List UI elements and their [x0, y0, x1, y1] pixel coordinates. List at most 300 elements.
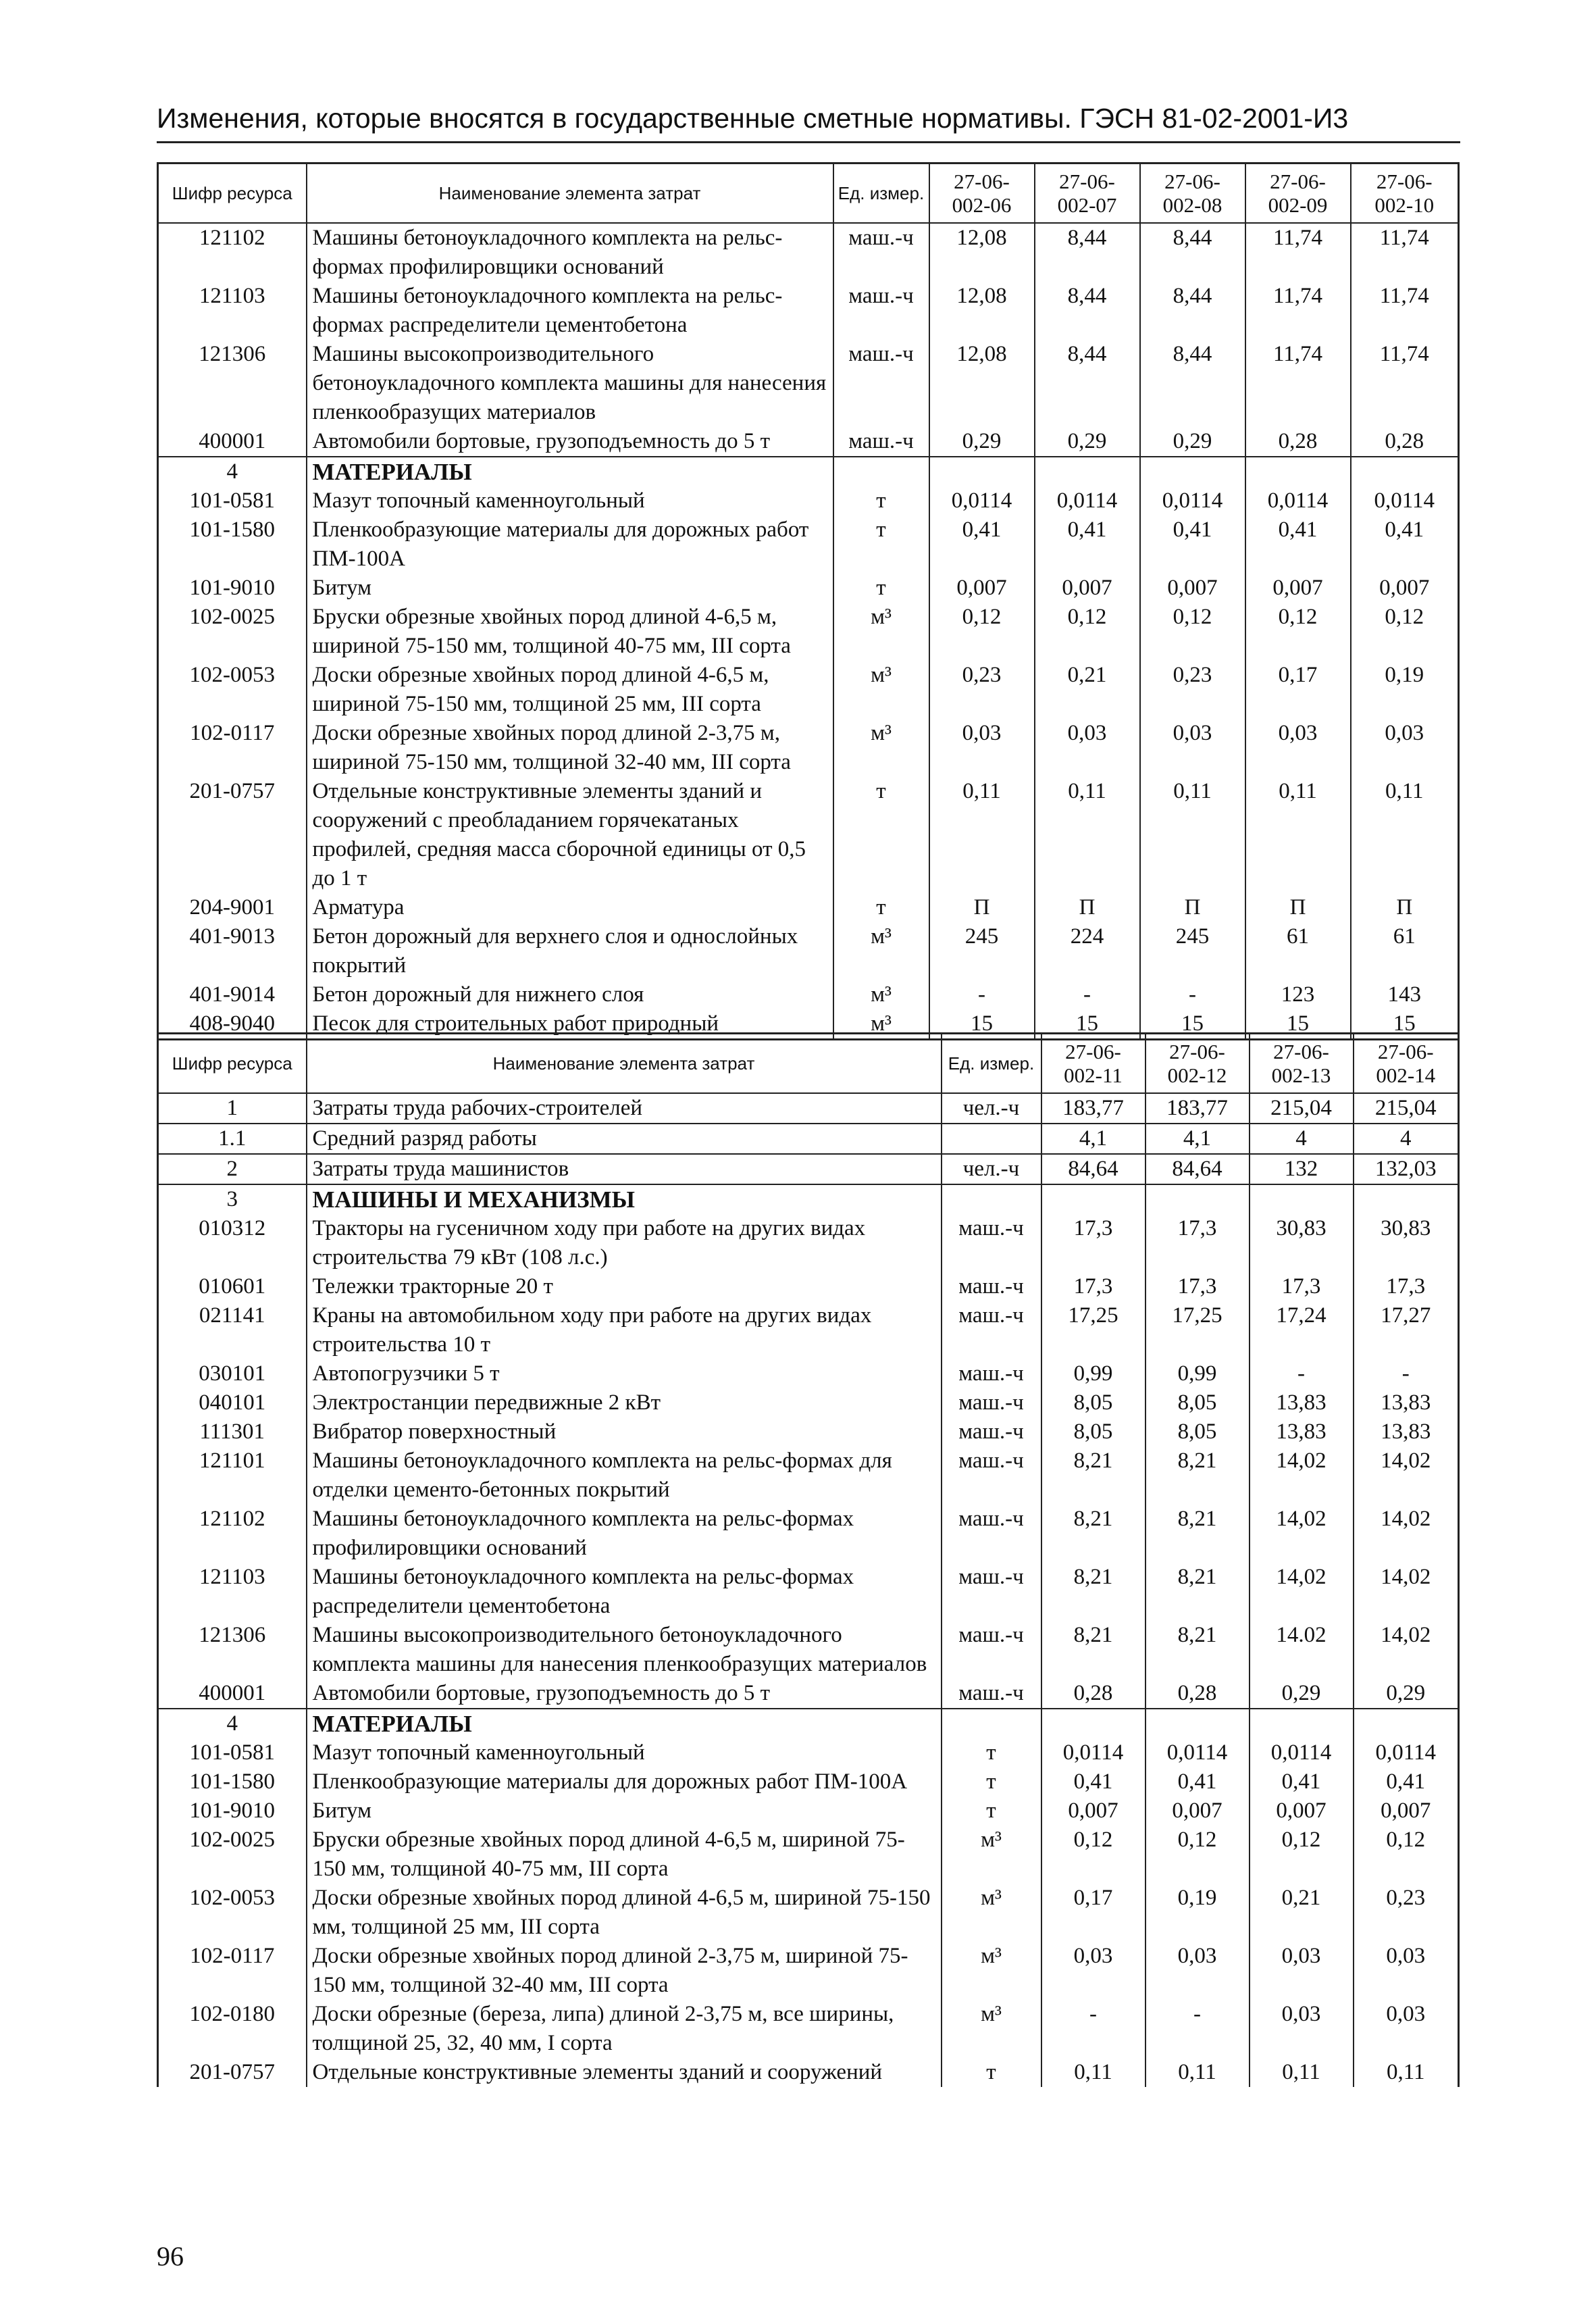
unit-cell: м³ [942, 2000, 1041, 2058]
value-cell: 0,28 [1245, 427, 1351, 457]
unit-cell: м³ [942, 1826, 1041, 1884]
running-header: Изменения, которые вносятся в государственные сметные нормативы. ГЭСН 81-02-2001-И3 [157, 103, 1460, 143]
value-cell [1145, 1184, 1250, 1214]
unit-cell: маш.-ч [942, 1388, 1041, 1417]
value-cell [1354, 1184, 1459, 1214]
value-cell: 0,0114 [1351, 486, 1459, 515]
value-cell: 0,0114 [1250, 1738, 1354, 1767]
cost-element-name: Машины высокопроизводительного бетоноукладочного комплекта машины для нанесения пленкообразущих материалов [307, 340, 833, 427]
value-cell: 8,21 [1145, 1563, 1250, 1621]
value-cell: 0,007 [1245, 574, 1351, 603]
cost-element-name: Автомобили бортовые, грузоподъемность до 5 т [307, 1679, 942, 1709]
value-cell: 0,19 [1351, 661, 1459, 719]
table-row [158, 922, 1459, 980]
cost-element-name: Краны на автомобильном ходу при работе на других видах строительства 10 т [307, 1301, 942, 1359]
unit-cell: маш.-ч [942, 1447, 1041, 1505]
unit-cell [942, 1709, 1041, 1738]
value-cell: 8,05 [1145, 1388, 1250, 1417]
resource-code: 400001 [158, 1679, 307, 1709]
header-col: 27-06- 002-13 [1250, 1034, 1354, 1094]
unit-cell: т [833, 893, 929, 922]
unit-cell: м³ [833, 603, 929, 661]
cost-element-name: Доски обрезные хвойных пород длиной 4-6,5 м, шириной 75-150 мм, толщиной 25 мм, III сорта [307, 1884, 942, 1942]
value-cell: 0,21 [1035, 661, 1140, 719]
value-cell: 61 [1351, 922, 1459, 980]
unit-cell: т [833, 777, 929, 893]
value-cell: 0,03 [1145, 1942, 1250, 2000]
resource-code: 102-0025 [158, 603, 307, 661]
value-cell: 14,02 [1354, 1563, 1459, 1621]
resource-code: 111301 [158, 1417, 307, 1447]
value-cell: 0,03 [1351, 719, 1459, 777]
resource-code: 121103 [158, 1563, 307, 1621]
value-cell: 123 [1245, 980, 1351, 1009]
value-cell: 8,21 [1041, 1447, 1145, 1505]
value-cell: 12,08 [929, 340, 1035, 427]
unit-cell: маш.-ч [942, 1214, 1041, 1272]
unit-cell: чел.-ч [942, 1154, 1041, 1184]
unit-cell: маш.-ч [833, 340, 929, 427]
value-cell: 8,05 [1145, 1417, 1250, 1447]
value-cell: 245 [1140, 922, 1245, 980]
unit-cell: м³ [833, 661, 929, 719]
value-cell: 0,007 [1354, 1796, 1459, 1826]
unit-cell [942, 1124, 1041, 1154]
value-cell: 183,77 [1041, 1093, 1145, 1124]
value-cell: 4 [1354, 1124, 1459, 1154]
value-cell: 0,23 [1354, 1884, 1459, 1942]
value-cell: 0,41 [1250, 1767, 1354, 1796]
header-code: Шифр ресурса [158, 164, 307, 224]
value-cell [1351, 457, 1459, 486]
table-row [158, 427, 1459, 457]
value-cell: 17,3 [1041, 1272, 1145, 1301]
value-cell [929, 457, 1035, 486]
value-cell: 0,007 [1035, 574, 1140, 603]
value-cell: 8,44 [1140, 223, 1245, 282]
cost-element-name: Пленкообразующие материалы для дорожных работ ПМ-100А [307, 1767, 942, 1796]
value-cell: 8,21 [1145, 1505, 1250, 1563]
value-cell: 183,77 [1145, 1093, 1250, 1124]
value-cell: 13,83 [1250, 1417, 1354, 1447]
value-cell: - [1145, 2000, 1250, 2058]
cost-element-name: МАШИНЫ И МЕХАНИЗМЫ [307, 1184, 942, 1214]
value-cell: 0,007 [1140, 574, 1245, 603]
value-cell: 0,41 [1035, 515, 1140, 574]
value-cell: 30,83 [1250, 1214, 1354, 1272]
cost-element-name: Мазут топочный каменноугольный [307, 486, 833, 515]
cost-element-name: Тракторы на гусеничном ходу при работе на других видах строительства 79 кВт (108 л.с.) [307, 1214, 942, 1272]
value-cell: 0,03 [1035, 719, 1140, 777]
unit-cell [942, 1184, 1041, 1214]
unit-cell: маш.-ч [833, 282, 929, 340]
value-cell: 11,74 [1351, 340, 1459, 427]
resource-code: 121102 [158, 1505, 307, 1563]
resource-code: 400001 [158, 427, 307, 457]
resource-code: 121306 [158, 340, 307, 427]
resource-code: 121103 [158, 282, 307, 340]
section-row [158, 1709, 1459, 1738]
header-code: Шифр ресурса [158, 1034, 307, 1094]
value-cell: 0,23 [1140, 661, 1245, 719]
table-row [158, 1093, 1459, 1124]
value-cell [1145, 1709, 1250, 1738]
table-row [158, 340, 1459, 427]
table-row [158, 1826, 1459, 1884]
resource-code: 408-9040 [158, 1009, 307, 1040]
value-cell: 0,99 [1041, 1359, 1145, 1388]
value-cell: 0,17 [1041, 1884, 1145, 1942]
table-row [158, 1679, 1459, 1709]
value-cell: 11,74 [1351, 223, 1459, 282]
value-cell: - [1354, 1359, 1459, 1388]
resource-code: 401-9013 [158, 922, 307, 980]
value-cell: 0,12 [1245, 603, 1351, 661]
value-cell [1041, 1184, 1145, 1214]
value-cell: 0,03 [1140, 719, 1245, 777]
unit-cell: т [833, 486, 929, 515]
value-cell: 0,11 [1351, 777, 1459, 893]
table-row [158, 1447, 1459, 1505]
value-cell: 17,3 [1041, 1214, 1145, 1272]
cost-element-name: Арматура [307, 893, 833, 922]
resource-code: 121306 [158, 1621, 307, 1679]
cost-element-name: Электростанции передвижные 2 кВт [307, 1388, 942, 1417]
header-col: 27-06- 002-11 [1041, 1034, 1145, 1094]
header-col: 27-06- 002-09 [1245, 164, 1351, 224]
value-cell: 0,28 [1145, 1679, 1250, 1709]
table-header-row [158, 164, 1459, 224]
page-number: 96 [157, 2241, 184, 2271]
value-cell: 0,21 [1250, 1884, 1354, 1942]
value-cell: 245 [929, 922, 1035, 980]
value-cell: - [1035, 980, 1140, 1009]
value-cell: 0,23 [929, 661, 1035, 719]
value-cell: 11,74 [1245, 282, 1351, 340]
value-cell: 4,1 [1041, 1124, 1145, 1154]
value-cell: 8,21 [1041, 1563, 1145, 1621]
cost-element-name: Бетон дорожный для нижнего слоя [307, 980, 833, 1009]
table-row [158, 486, 1459, 515]
table-row [158, 1214, 1459, 1272]
header-col: 27-06- 002-12 [1145, 1034, 1250, 1094]
table-row [158, 1621, 1459, 1679]
value-cell: П [1035, 893, 1140, 922]
unit-cell: т [942, 1767, 1041, 1796]
unit-cell: т [833, 515, 929, 574]
value-cell: 8,05 [1041, 1388, 1145, 1417]
value-cell: 0,11 [1354, 2058, 1459, 2087]
unit-cell: м³ [833, 719, 929, 777]
value-cell: 14,02 [1250, 1563, 1354, 1621]
value-cell: 17,3 [1250, 1272, 1354, 1301]
unit-cell: чел.-ч [942, 1093, 1041, 1124]
cost-element-name: Доски обрезные хвойных пород длиной 2-3,75 м, шириной 75-150 мм, толщиной 32-40 мм, III сорта [307, 1942, 942, 2000]
cost-element-name: Машины бетоноукладочного комплекта на рельс-формах распределители цементобетона [307, 1563, 942, 1621]
value-cell: - [929, 980, 1035, 1009]
value-cell: - [1140, 980, 1245, 1009]
cost-element-name: Мазут топочный каменноугольный [307, 1738, 942, 1767]
cost-element-name: Бруски обрезные хвойных пород длиной 4-6,5 м, шириной 75-150 мм, толщиной 40-75 мм, III сорта [307, 603, 833, 661]
cost-element-name: МАТЕРИАЛЫ [307, 1709, 942, 1738]
norms-table-1 [157, 162, 1460, 1040]
table-row [158, 1796, 1459, 1826]
cost-element-name: Доски обрезные хвойных пород длиной 4-6,5 м, шириной 75-150 мм, толщиной 25 мм, III сорта [307, 661, 833, 719]
value-cell: 0,41 [1145, 1767, 1250, 1796]
table-row [158, 893, 1459, 922]
value-cell: 0,29 [929, 427, 1035, 457]
value-cell: 11,74 [1245, 340, 1351, 427]
value-cell: 61 [1245, 922, 1351, 980]
resource-code: 121101 [158, 1447, 307, 1505]
resource-code: 102-0053 [158, 1884, 307, 1942]
value-cell: 13,83 [1354, 1417, 1459, 1447]
value-cell [1250, 1709, 1354, 1738]
unit-cell: м³ [833, 980, 929, 1009]
value-cell: П [929, 893, 1035, 922]
resource-code: 1 [158, 1093, 307, 1124]
cost-element-name: Песок для строительных работ природный [307, 1009, 833, 1040]
cost-element-name: Бруски обрезные хвойных пород длиной 4-6,5 м, шириной 75-150 мм, толщиной 40-75 мм, III сорта [307, 1826, 942, 1884]
table-row [158, 1359, 1459, 1388]
value-cell: 0,03 [1354, 1942, 1459, 2000]
value-cell: 0,28 [1041, 1679, 1145, 1709]
cost-element-name: Затраты труда машинистов [307, 1154, 942, 1184]
value-cell: 0,12 [1140, 603, 1245, 661]
value-cell: 0,28 [1351, 427, 1459, 457]
unit-cell: маш.-ч [833, 223, 929, 282]
table-row [158, 2058, 1459, 2087]
value-cell: 8,44 [1140, 282, 1245, 340]
resource-code: 010312 [158, 1214, 307, 1272]
value-cell: 215,04 [1250, 1093, 1354, 1124]
unit-cell: т [942, 1738, 1041, 1767]
header-col: 27-06- 002-06 [929, 164, 1035, 224]
value-cell: 17,3 [1354, 1272, 1459, 1301]
value-cell: 0,41 [1140, 515, 1245, 574]
resource-code: 101-0581 [158, 1738, 307, 1767]
header-name: Наименование элемента затрат [307, 164, 833, 224]
value-cell: 0,0114 [1140, 486, 1245, 515]
value-cell: П [1245, 893, 1351, 922]
table-row [158, 1417, 1459, 1447]
value-cell: 0,007 [1041, 1796, 1145, 1826]
resource-code: 040101 [158, 1388, 307, 1417]
value-cell: 8,21 [1145, 1621, 1250, 1679]
value-cell: 17,3 [1145, 1214, 1250, 1272]
table-header-row [158, 1034, 1459, 1094]
value-cell: П [1351, 893, 1459, 922]
value-cell: 143 [1351, 980, 1459, 1009]
unit-cell: маш.-ч [942, 1505, 1041, 1563]
cost-element-name: Пленкообразующие материалы для дорожных работ ПМ-100А [307, 515, 833, 574]
cost-element-name: Машины бетоноукладочного комплекта на рельс-формах профилировщики оснований [307, 1505, 942, 1563]
value-cell: 0,17 [1245, 661, 1351, 719]
unit-cell: м³ [942, 1884, 1041, 1942]
header-col: 27-06- 002-10 [1351, 164, 1459, 224]
table-row [158, 223, 1459, 282]
resource-code: 204-9001 [158, 893, 307, 922]
table-row [158, 1505, 1459, 1563]
value-cell: 0,007 [1351, 574, 1459, 603]
value-cell: 17,25 [1145, 1301, 1250, 1359]
value-cell: 13,83 [1354, 1388, 1459, 1417]
value-cell: 0,12 [1145, 1826, 1250, 1884]
table-row [158, 515, 1459, 574]
unit-cell: маш.-ч [942, 1563, 1041, 1621]
resource-code: 201-0757 [158, 2058, 307, 2087]
table-row [158, 661, 1459, 719]
value-cell: 14,02 [1354, 1505, 1459, 1563]
value-cell: 8,44 [1035, 282, 1140, 340]
table-row [158, 574, 1459, 603]
unit-cell: т [833, 574, 929, 603]
value-cell: 0,03 [1041, 1942, 1145, 2000]
cost-element-name: Тележки тракторные 20 т [307, 1272, 942, 1301]
resource-code: 010601 [158, 1272, 307, 1301]
table-row [158, 719, 1459, 777]
resource-code: 3 [158, 1184, 307, 1214]
cost-element-name: Средний разряд работы [307, 1124, 942, 1154]
value-cell: 0,11 [1250, 2058, 1354, 2087]
value-cell: 17,25 [1041, 1301, 1145, 1359]
value-cell: 0,29 [1250, 1679, 1354, 1709]
value-cell [1245, 457, 1351, 486]
value-cell: 15 [1140, 1009, 1245, 1040]
value-cell [1140, 457, 1245, 486]
value-cell [1250, 1184, 1354, 1214]
header-col: 27-06- 002-14 [1354, 1034, 1459, 1094]
value-cell: 14.02 [1250, 1621, 1354, 1679]
unit-cell: маш.-ч [942, 1272, 1041, 1301]
unit-cell: маш.-ч [942, 1679, 1041, 1709]
section-row [158, 1184, 1459, 1214]
resource-code: 030101 [158, 1359, 307, 1388]
unit-cell: м³ [833, 1009, 929, 1040]
value-cell: 15 [929, 1009, 1035, 1040]
value-cell: 0,11 [1145, 2058, 1250, 2087]
value-cell: 0,11 [1140, 777, 1245, 893]
value-cell: 4,1 [1145, 1124, 1250, 1154]
cost-element-name: Автомобили бортовые, грузоподъемность до 5 т [307, 427, 833, 457]
unit-cell: маш.-ч [942, 1621, 1041, 1679]
value-cell: - [1041, 2000, 1145, 2058]
cost-element-name: Машины высокопроизводительного бетоноукладочного комплекта машины для нанесения пленкообразущих материалов [307, 1621, 942, 1679]
table-row [158, 603, 1459, 661]
value-cell: 0,41 [1351, 515, 1459, 574]
resource-code: 1.1 [158, 1124, 307, 1154]
table-row [158, 980, 1459, 1009]
resource-code: 4 [158, 1709, 307, 1738]
resource-code: 101-0581 [158, 486, 307, 515]
value-cell: 0,0114 [1354, 1738, 1459, 1767]
value-cell: 0,12 [929, 603, 1035, 661]
value-cell: 0,0114 [1035, 486, 1140, 515]
value-cell: 0,03 [1245, 719, 1351, 777]
value-cell: 0,41 [1041, 1767, 1145, 1796]
value-cell: 17,24 [1250, 1301, 1354, 1359]
value-cell: 0,19 [1145, 1884, 1250, 1942]
cost-element-name: Машины бетоноукладочного комплекта на рельс-формах профилировщики оснований [307, 223, 833, 282]
value-cell: 0,03 [1250, 2000, 1354, 2058]
value-cell [1354, 1709, 1459, 1738]
value-cell: 11,74 [1245, 223, 1351, 282]
value-cell: 0,12 [1351, 603, 1459, 661]
table-row [158, 1942, 1459, 2000]
header-unit: Ед. измер. [942, 1034, 1041, 1094]
table-row [158, 1738, 1459, 1767]
value-cell: 0,12 [1250, 1826, 1354, 1884]
value-cell: 17,3 [1145, 1272, 1250, 1301]
resource-code: 102-0117 [158, 719, 307, 777]
norms-table-2 [157, 1032, 1460, 2087]
resource-code: 102-0025 [158, 1826, 307, 1884]
unit-cell: маш.-ч [942, 1417, 1041, 1447]
unit-cell: м³ [833, 922, 929, 980]
resource-code: 102-0180 [158, 2000, 307, 2058]
value-cell: 13,83 [1250, 1388, 1354, 1417]
unit-cell: маш.-ч [942, 1301, 1041, 1359]
cost-element-name: Битум [307, 574, 833, 603]
cost-element-name: МАТЕРИАЛЫ [307, 457, 833, 486]
value-cell: 0,0114 [1041, 1738, 1145, 1767]
value-cell: 0,007 [929, 574, 1035, 603]
value-cell: 0,29 [1354, 1679, 1459, 1709]
unit-cell [833, 457, 929, 486]
value-cell: 15 [1351, 1009, 1459, 1040]
value-cell: 14,02 [1354, 1447, 1459, 1505]
unit-cell: маш.-ч [833, 427, 929, 457]
value-cell: 0,11 [929, 777, 1035, 893]
value-cell: 0,03 [1250, 1942, 1354, 2000]
value-cell: 14,02 [1354, 1621, 1459, 1679]
unit-cell: м³ [942, 1942, 1041, 2000]
value-cell [1041, 1709, 1145, 1738]
table-row [158, 1884, 1459, 1942]
value-cell: 8,44 [1035, 340, 1140, 427]
resource-code: 101-9010 [158, 1796, 307, 1826]
table-row [158, 1272, 1459, 1301]
header-unit: Ед. измер. [833, 164, 929, 224]
value-cell: 0,11 [1035, 777, 1140, 893]
value-cell: 8,44 [1140, 340, 1245, 427]
table-row [158, 282, 1459, 340]
value-cell: 8,21 [1041, 1621, 1145, 1679]
value-cell: 0,41 [1354, 1767, 1459, 1796]
resource-code: 2 [158, 1154, 307, 1184]
resource-code: 102-0117 [158, 1942, 307, 2000]
value-cell: 0,03 [1354, 2000, 1459, 2058]
value-cell: 132,03 [1354, 1154, 1459, 1184]
value-cell: 8,05 [1041, 1417, 1145, 1447]
value-cell: 0,03 [929, 719, 1035, 777]
unit-cell: т [942, 2058, 1041, 2087]
value-cell: 215,04 [1354, 1093, 1459, 1124]
value-cell: 132 [1250, 1154, 1354, 1184]
table-row [158, 1154, 1459, 1184]
value-cell: 15 [1245, 1009, 1351, 1040]
value-cell: 8,44 [1035, 223, 1140, 282]
value-cell: 8,21 [1041, 1505, 1145, 1563]
cost-element-name: Доски обрезные хвойных пород длиной 2-3,75 м, шириной 75-150 мм, толщиной 32-40 мм, III сорта [307, 719, 833, 777]
value-cell: 0,11 [1245, 777, 1351, 893]
cost-element-name: Затраты труда рабочих-строителей [307, 1093, 942, 1124]
value-cell: 0,12 [1354, 1826, 1459, 1884]
value-cell: 0,007 [1145, 1796, 1250, 1826]
value-cell: 0,0114 [1145, 1738, 1250, 1767]
value-cell: 84,64 [1041, 1154, 1145, 1184]
cost-element-name: Бетон дорожный для верхнего слоя и однослойных покрытий [307, 922, 833, 980]
